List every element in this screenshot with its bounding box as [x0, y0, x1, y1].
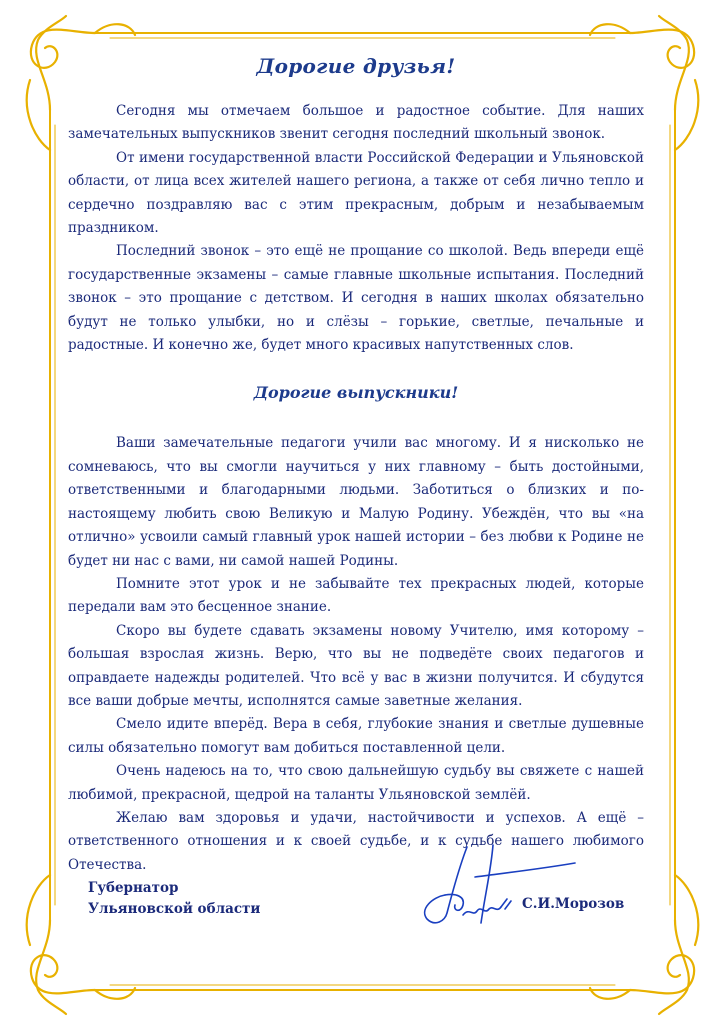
letter-subtitle: Дорогие выпускники!	[253, 383, 459, 403]
position-line: Губернатор	[88, 880, 179, 896]
paragraph: Сегодня мы отмечаем большое и радостное событие. Для наших замечательных выпускников звенит сегодня последний школьный звонок.	[68, 103, 644, 143]
paragraph: Последний звонок – это ещё не прощание со школой. Ведь впереди ещё государственные экзамены – самые главные школьные испытания. Последний звонок – это прощание с детством. И сегодня в наших школах обязательно будут не только улыбки, но и слёзы – горькие, светлые, печальные и радостные. И конечно же, будет много красивых напутственных слов.	[68, 243, 644, 354]
signatory-position	[88, 878, 260, 920]
paragraph: Смело идите вперёд. Вера в себя, глубокие знания и светлые душевные силы обязательно помогут вам добиться поставленной цели.	[68, 716, 644, 756]
paragraph: Ваши замечательные педагоги учили вас многому. И я нисколько не сомневаюсь, что вы смогли научиться у них главному – быть достойными, ответственными и благодарными людьми. Заботиться о близких и по-настоящему любить свою Великую и Малую Родину. Убеждён, что вы «на отлично» усвоили самый главный урок нашей истории – без любви к Родине не будет ни нас с вами, ни самой нашей Родины.	[68, 435, 644, 569]
position-line: Ульяновской области	[88, 901, 261, 917]
paragraph: Желаю вам здоровья и удачи, настойчивости и успехов. А ещё – ответственного отношения и к своей судьбе, и к судьбе нашего любимого Отечества.	[68, 809, 644, 873]
handwritten-signature	[405, 835, 585, 935]
paragraph: Помните этот урок и не забывайте тех прекрасных людей, которые передали вам это бесценное знание.	[68, 575, 644, 616]
paragraph: Очень надеюсь на то, что свою дальнейшую судьбу вы свяжете с нашей любимой, прекрасной, щедрой на таланты Ульяновской землёй.	[68, 763, 644, 803]
paragraph: Скоро вы будете сдавать экзамены новому Учителю, имя которому – большая взрослая жизнь. Верю, что вы не подведёте своих педагогов и оправдаете надежды родителей. Что всё у вас в жизни получится. И сбудутся все ваши добрые мечты, исполнятся самые заветные желания.	[68, 622, 644, 709]
paragraph: От имени государственной власти Российской Федерации и Ульяновской области, от лица всех жителей нашего региона, а также от себя лично тепло и сердечно поздравляю вас с этим прекрасным, добрым и незабываемым праздником.	[68, 149, 644, 237]
letter-body	[68, 40, 644, 940]
letter-title: Дорогие друзья!	[256, 54, 456, 78]
signatory-name: С.И.Морозов	[522, 896, 625, 912]
